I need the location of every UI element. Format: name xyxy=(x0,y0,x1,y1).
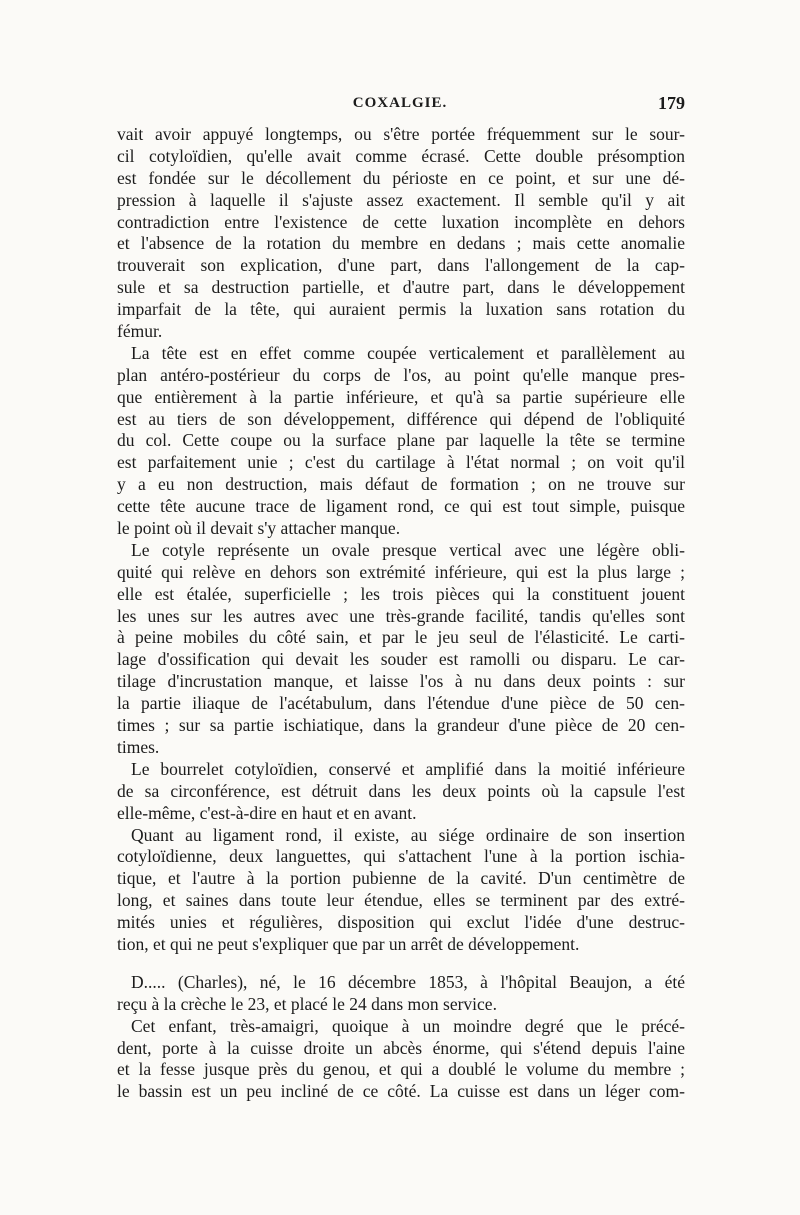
text-line: imparfait de la tête, qui auraient permis la luxation sans rotation du xyxy=(117,299,685,320)
text-line: elle est étalée, superficielle ; les trois pièces qui la constituent jouent xyxy=(117,583,685,604)
text-line: times. xyxy=(117,736,160,757)
text-line: cette tête aucune trace de ligament rond, ce qui est tout simple, puisque xyxy=(117,496,685,517)
paragraph xyxy=(117,540,685,759)
text-line: elle-même, c'est-à-dire en haut et en avant. xyxy=(117,802,417,823)
text-line: et la fesse jusque près du genou, et qui a doublé le volume du membre ; xyxy=(117,1059,685,1080)
text-line: plan antéro-postérieur du corps de l'os, au point qu'elle manque pres- xyxy=(117,364,685,385)
text-line: fémur. xyxy=(117,321,163,342)
text-line: Cet enfant, très-amaigri, quoique à un moindre degré que le précé- xyxy=(131,1015,685,1036)
paragraph xyxy=(117,124,685,343)
paragraph xyxy=(117,343,685,540)
text-line: cil cotyloïdien, qu'elle avait comme écrasé. Cette double présomption xyxy=(117,145,685,166)
text-line: les unes sur les autres avec une très-grande facilité, tandis qu'elles sont xyxy=(117,605,685,626)
text-line: contradiction entre l'existence de cette luxation incomplète en dehors xyxy=(117,211,685,232)
text-line: sule et sa destruction partielle, et d'autre part, dans le développement xyxy=(117,277,685,298)
text-line: la partie iliaque de l'acétabulum, dans l'étendue d'une pièce de 50 cen- xyxy=(117,693,685,714)
text-line: du col. Cette coupe ou la surface plane par laquelle la tête se termine xyxy=(117,430,685,451)
text-line: de sa circonférence, est détruit dans les deux points où la capsule l'est xyxy=(117,780,685,801)
text-line: y a eu non destruction, mais défaut de formation ; on ne trouve sur xyxy=(117,474,685,495)
text-line: et l'absence de la rotation du membre en dedans ; mais cette anomalie xyxy=(117,233,685,254)
text-line: times ; sur sa partie ischiatique, dans la grandeur d'une pièce de 20 cen- xyxy=(117,715,685,736)
text-line: quité qui relève en dehors son extrémité inférieure, qui est la plus large ; xyxy=(117,561,685,582)
paragraph xyxy=(117,1016,685,1104)
page-header xyxy=(115,95,685,123)
text-line: tilage d'incrustation manque, et laisse l'os à nu dans deux points : sur xyxy=(117,671,685,692)
text-line: lage d'ossification qui devait les souder est ramolli ou disparu. Le car- xyxy=(117,649,685,670)
paragraph xyxy=(117,759,685,825)
text-line: que entièrement à la partie inférieure, et qu'à sa partie supérieure elle xyxy=(117,386,685,407)
text-line: le point où il devait s'y attacher manque. xyxy=(117,518,401,539)
text-line: D..... (Charles), né, le 16 décembre 1853, à l'hôpital Beaujon, a été xyxy=(131,971,685,992)
text-line: reçu à la crèche le 23, et placé le 24 dans mon service. xyxy=(117,993,497,1014)
text-line: à peine mobiles du côté sain, et par le jeu seul de l'élasticité. Le carti- xyxy=(117,627,685,648)
text-line: mités unies et régulières, disposition qui exclut l'idée d'une destruc- xyxy=(117,912,685,933)
text-line: long, et saines dans toute leur étendue, elles se terminent par des extré- xyxy=(117,890,685,911)
text-line: trouverait son explication, d'une part, dans l'allongement de la cap- xyxy=(117,255,685,276)
text-line: La tête est en effet comme coupée verticalement et parallèlement au xyxy=(131,342,685,363)
text-line: vait avoir appuyé longtemps, ou s'être portée fréquemment sur le sour- xyxy=(117,124,685,144)
text-line: est parfaitement unie ; c'est du cartilage à l'état normal ; on voit qu'il xyxy=(117,452,685,473)
running-title: COXALGIE. xyxy=(352,95,448,111)
paragraph xyxy=(117,972,685,1016)
text-line: est fondée sur le décollement du périoste en ce point, et sur une dé- xyxy=(117,167,685,188)
paragraph xyxy=(117,825,685,956)
text-line: Quant au ligament rond, il existe, au siége ordinaire de son insertion xyxy=(131,824,685,845)
body-text xyxy=(117,124,685,1103)
text-line: Le cotyle représente un ovale presque vertical avec une légère obli- xyxy=(131,539,685,560)
text-line: Le bourrelet cotyloïdien, conservé et amplifié dans la moitié inférieure xyxy=(131,758,685,779)
text-line: tion, et qui ne peut s'expliquer que par un arrêt de développement. xyxy=(117,933,580,954)
text-line: est au tiers de son développement, différence qui dépend de l'obliquité xyxy=(117,408,685,429)
text-line: cotyloïdienne, deux languettes, qui s'attachent l'une à la portion ischia- xyxy=(117,846,685,867)
section-gap xyxy=(117,956,685,972)
text-line: tique, et l'autre à la portion pubienne de la cavité. D'un centimètre de xyxy=(117,868,685,889)
page-number: 179 xyxy=(658,93,685,113)
text-line: pression à laquelle il s'ajuste assez exactement. Il semble qu'il y ait xyxy=(117,189,685,210)
text-line: le bassin est un peu incliné de ce côté. La cuisse est dans un léger com- xyxy=(117,1081,685,1102)
text-line: dent, porte à la cuisse droite un abcès énorme, qui s'étend depuis l'aine xyxy=(117,1037,685,1058)
